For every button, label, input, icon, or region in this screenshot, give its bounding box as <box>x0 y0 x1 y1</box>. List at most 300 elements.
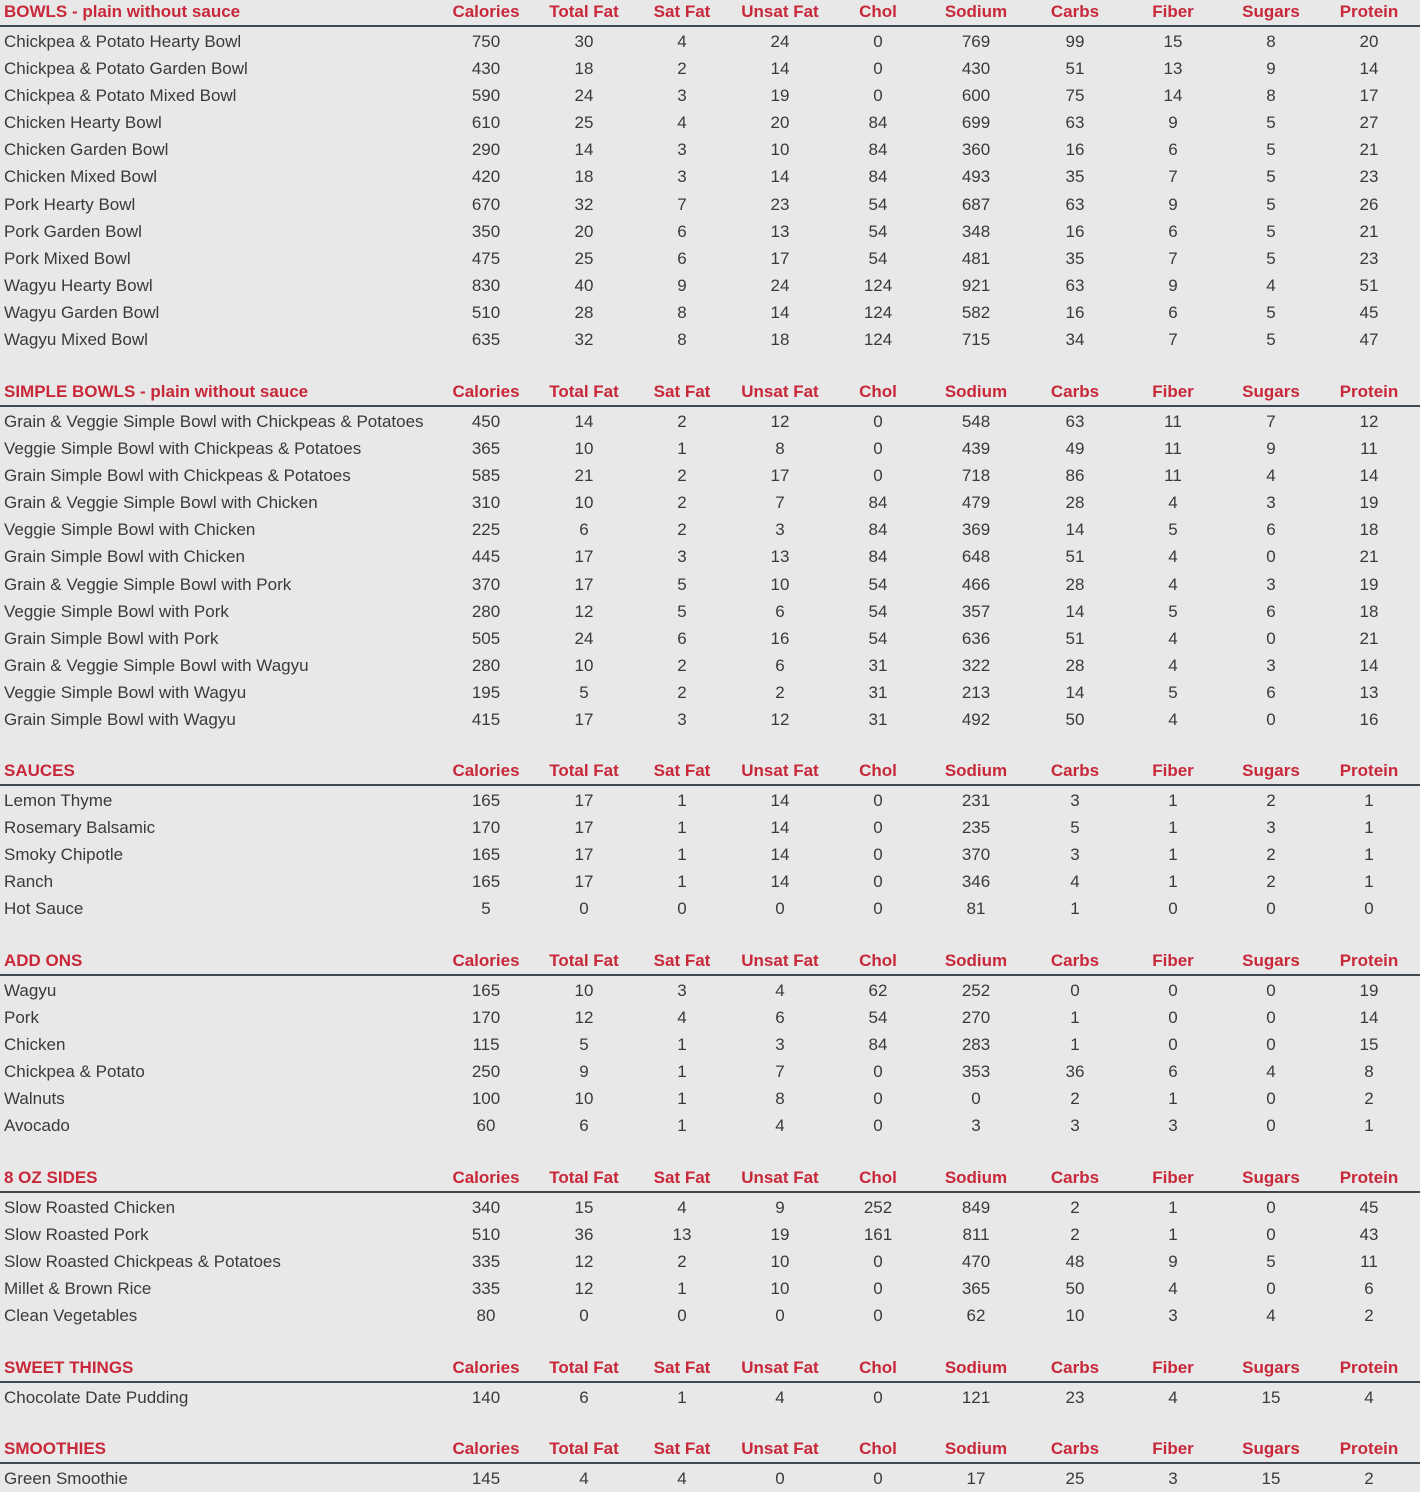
value-cell: 3 <box>775 1035 785 1055</box>
value-cell: 14 <box>770 167 790 187</box>
header-divider <box>0 1462 1420 1464</box>
value-cell: 5 <box>677 574 687 594</box>
value-cell: 14 <box>1359 466 1379 486</box>
column-header: Calories <box>452 382 520 401</box>
value-cell: 10 <box>770 1279 790 1299</box>
value-cell: 32 <box>574 194 594 214</box>
item-name: Avocado <box>4 1116 70 1136</box>
section-1 <box>0 380 1420 730</box>
value-cell: 15 <box>1261 1469 1281 1488</box>
table-row <box>0 516 1420 543</box>
table-row <box>0 1275 1420 1302</box>
value-cell: 0 <box>1266 710 1276 730</box>
section-6 <box>0 1437 1420 1488</box>
column-header: Total Fat <box>549 382 619 401</box>
value-cell: 0 <box>1364 899 1374 919</box>
section-title: SMOOTHIES <box>4 1439 107 1458</box>
value-cell: 0 <box>775 1306 785 1326</box>
value-cell: 0 <box>873 791 883 810</box>
value-cell: 225 <box>471 520 501 540</box>
column-header: Protein <box>1339 2 1399 21</box>
value-cell: 4 <box>775 981 785 1000</box>
column-header: Unsat Fat <box>741 1358 819 1377</box>
column-header: Calories <box>452 1168 520 1187</box>
value-cell: 4 <box>677 113 687 133</box>
section-2 <box>0 759 1420 919</box>
column-header: Unsat Fat <box>741 2 819 21</box>
value-cell: 9 <box>1266 59 1276 79</box>
section-header <box>0 1166 1420 1190</box>
value-cell: 6 <box>677 628 687 648</box>
value-cell: 3 <box>1070 845 1080 865</box>
value-cell: 3 <box>1168 1116 1178 1136</box>
value-cell: 12 <box>770 710 790 730</box>
value-cell: 2 <box>1266 872 1276 892</box>
value-cell: 14 <box>1359 655 1379 675</box>
table-row <box>0 55 1420 82</box>
value-cell: 849 <box>961 1198 991 1217</box>
value-cell: 11 <box>1164 466 1182 486</box>
column-header: Calories <box>452 1439 520 1458</box>
column-header: Carbs <box>1050 1358 1100 1377</box>
value-cell: 21 <box>1359 140 1379 160</box>
value-cell: 3 <box>677 167 687 187</box>
value-cell: 14 <box>1359 1008 1379 1028</box>
value-cell: 3 <box>677 140 687 160</box>
column-header: Sat Fat <box>653 2 711 21</box>
value-cell: 80 <box>476 1306 496 1326</box>
table-row <box>0 1302 1420 1329</box>
value-cell: 430 <box>471 59 501 79</box>
item-name: Chicken Garden Bowl <box>4 140 169 160</box>
value-cell: 0 <box>1266 1279 1276 1299</box>
value-cell: 5 <box>481 899 491 919</box>
item-name: Grain Simple Bowl with Pork <box>4 628 219 648</box>
item-name: Chocolate Date Pudding <box>4 1388 189 1407</box>
section-header <box>0 0 1420 24</box>
column-header: Sodium <box>944 2 1008 21</box>
value-cell: 75 <box>1065 86 1085 106</box>
value-cell: 7 <box>775 1062 785 1082</box>
value-cell: 9 <box>775 1198 785 1217</box>
value-cell: 0 <box>873 899 883 919</box>
column-header: Total Fat <box>549 951 619 970</box>
value-cell: 0 <box>873 872 883 892</box>
value-cell: 1 <box>1364 845 1374 865</box>
header-divider <box>0 405 1420 407</box>
table-row <box>0 1384 1420 1411</box>
value-cell: 11 <box>1164 412 1182 431</box>
value-cell: 1 <box>677 818 687 838</box>
value-cell: 84 <box>868 167 888 187</box>
value-cell: 3 <box>1168 1306 1178 1326</box>
section-rows <box>0 787 1420 922</box>
table-row <box>0 895 1420 922</box>
table-row <box>0 977 1420 1004</box>
table-row <box>0 218 1420 245</box>
column-header: Total Fat <box>549 761 619 780</box>
value-cell: 124 <box>863 275 893 295</box>
value-cell: 6 <box>1168 1062 1178 1082</box>
value-cell: 40 <box>574 275 594 295</box>
table-row <box>0 1465 1420 1492</box>
table-row <box>0 1085 1420 1112</box>
value-cell: 470 <box>961 1252 991 1272</box>
column-header: Unsat Fat <box>741 382 819 401</box>
value-cell: 10 <box>574 439 594 459</box>
column-header: Fiber <box>1152 1358 1194 1377</box>
table-row <box>0 82 1420 109</box>
value-cell: 0 <box>1168 1035 1178 1055</box>
value-cell: 353 <box>961 1062 991 1082</box>
value-cell: 369 <box>961 520 991 540</box>
value-cell: 18 <box>1359 520 1379 540</box>
value-cell: 16 <box>770 628 790 648</box>
value-cell: 1 <box>677 1279 687 1299</box>
value-cell: 11 <box>1360 1252 1378 1272</box>
column-header: Total Fat <box>549 1168 619 1187</box>
column-header: Unsat Fat <box>741 1439 819 1458</box>
value-cell: 8 <box>1266 86 1276 106</box>
value-cell: 63 <box>1065 412 1085 431</box>
value-cell: 5 <box>1266 248 1276 268</box>
value-cell: 13 <box>1359 682 1379 702</box>
value-cell: 2 <box>677 412 687 431</box>
value-cell: 27 <box>1359 113 1379 133</box>
value-cell: 2 <box>1070 1225 1080 1245</box>
item-name: Grain Simple Bowl with Wagyu <box>4 710 236 730</box>
item-name: Ranch <box>4 872 54 892</box>
value-cell: 20 <box>574 221 594 241</box>
value-cell: 0 <box>873 1469 883 1488</box>
value-cell: 346 <box>961 872 991 892</box>
value-cell: 1 <box>1070 899 1080 919</box>
value-cell: 18 <box>574 167 594 187</box>
value-cell: 420 <box>471 167 501 187</box>
item-name: Pork Hearty Bowl <box>4 194 136 214</box>
value-cell: 0 <box>873 1279 883 1299</box>
column-header: Chol <box>859 951 897 970</box>
value-cell: 3 <box>1070 791 1080 810</box>
column-header: Protein <box>1339 951 1399 970</box>
value-cell: 10 <box>770 140 790 160</box>
column-header: Chol <box>859 1358 897 1377</box>
column-header: Carbs <box>1050 761 1100 780</box>
column-header: Total Fat <box>549 1358 619 1377</box>
value-cell: 921 <box>961 275 991 295</box>
value-cell: 16 <box>1065 140 1085 160</box>
value-cell: 0 <box>873 466 883 486</box>
value-cell: 54 <box>868 601 888 621</box>
item-name: Veggie Simple Bowl with Pork <box>4 601 229 621</box>
value-cell: 8 <box>677 302 687 322</box>
value-cell: 1 <box>1070 1008 1080 1028</box>
value-cell: 14 <box>1065 601 1085 621</box>
value-cell: 4 <box>1168 1279 1178 1299</box>
value-cell: 16 <box>1065 221 1085 241</box>
value-cell: 2 <box>1070 1089 1080 1109</box>
value-cell: 600 <box>961 86 991 106</box>
value-cell: 370 <box>961 845 991 865</box>
column-header: Chol <box>859 761 897 780</box>
column-header: Protein <box>1339 1439 1399 1458</box>
value-cell: 1 <box>677 1062 687 1082</box>
value-cell: 28 <box>1065 655 1085 675</box>
value-cell: 54 <box>868 221 888 241</box>
value-cell: 17 <box>574 547 594 567</box>
value-cell: 10 <box>574 981 594 1000</box>
value-cell: 2 <box>775 682 785 702</box>
table-row <box>0 868 1420 895</box>
value-cell: 48 <box>1065 1252 1085 1272</box>
value-cell: 493 <box>961 167 991 187</box>
section-rows <box>0 408 1420 733</box>
value-cell: 365 <box>471 439 501 459</box>
value-cell: 5 <box>1266 330 1276 350</box>
value-cell: 430 <box>961 59 991 79</box>
item-name: Wagyu Hearty Bowl <box>4 275 153 295</box>
value-cell: 4 <box>775 1388 785 1407</box>
value-cell: 5 <box>579 1035 589 1055</box>
value-cell: 290 <box>471 140 501 160</box>
value-cell: 4 <box>1364 1388 1374 1407</box>
value-cell: 36 <box>1065 1062 1085 1082</box>
value-cell: 17 <box>1359 86 1379 106</box>
value-cell: 5 <box>1168 682 1178 702</box>
value-cell: 14 <box>1163 86 1183 106</box>
value-cell: 23 <box>1359 248 1379 268</box>
item-name: Chickpea & Potato <box>4 1062 145 1082</box>
value-cell: 6 <box>1266 682 1276 702</box>
value-cell: 450 <box>471 412 501 431</box>
value-cell: 17 <box>770 466 790 486</box>
value-cell: 4 <box>1266 1306 1276 1326</box>
value-cell: 47 <box>1359 330 1379 350</box>
value-cell: 2 <box>1266 791 1276 810</box>
table-row <box>0 163 1420 190</box>
value-cell: 51 <box>1065 59 1085 79</box>
item-name: Grain Simple Bowl with Chickpeas & Potatoes <box>4 466 351 486</box>
value-cell: 340 <box>471 1198 501 1217</box>
column-header: Sugars <box>1242 1168 1300 1187</box>
value-cell: 32 <box>574 330 594 350</box>
item-name: Smoky Chipotle <box>4 845 124 865</box>
column-header: Sodium <box>944 761 1008 780</box>
value-cell: 17 <box>574 818 594 838</box>
value-cell: 12 <box>574 1279 594 1299</box>
value-cell: 170 <box>471 818 501 838</box>
value-cell: 5 <box>1266 113 1276 133</box>
item-name: Green Smoothie <box>4 1469 128 1488</box>
value-cell: 687 <box>961 194 991 214</box>
value-cell: 54 <box>868 248 888 268</box>
value-cell: 0 <box>1266 899 1276 919</box>
value-cell: 60 <box>476 1116 496 1136</box>
value-cell: 548 <box>961 412 991 431</box>
value-cell: 23 <box>1065 1388 1085 1407</box>
column-header: Sodium <box>944 1439 1008 1458</box>
item-name: Grain & Veggie Simple Bowl with Wagyu <box>4 655 309 675</box>
value-cell: 2 <box>677 655 687 675</box>
section-title: 8 OZ SIDES <box>4 1168 98 1187</box>
value-cell: 0 <box>677 899 687 919</box>
item-name: Chicken Hearty Bowl <box>4 113 162 133</box>
value-cell: 3 <box>1266 818 1276 838</box>
section-header <box>0 949 1420 973</box>
value-cell: 8 <box>775 1089 785 1109</box>
value-cell: 7 <box>1266 412 1276 431</box>
table-row <box>0 326 1420 353</box>
value-cell: 475 <box>471 248 501 268</box>
value-cell: 3 <box>1168 1469 1178 1488</box>
section-0 <box>0 0 1420 350</box>
value-cell: 0 <box>873 59 883 79</box>
value-cell: 0 <box>873 86 883 106</box>
value-cell: 28 <box>1065 574 1085 594</box>
value-cell: 6 <box>1266 520 1276 540</box>
value-cell: 2 <box>677 59 687 79</box>
value-cell: 0 <box>873 818 883 838</box>
column-header: Sugars <box>1242 761 1300 780</box>
value-cell: 12 <box>574 601 594 621</box>
header-divider <box>0 974 1420 976</box>
value-cell: 31 <box>868 655 888 675</box>
value-cell: 23 <box>770 194 790 214</box>
value-cell: 670 <box>471 194 501 214</box>
value-cell: 14 <box>574 140 594 160</box>
value-cell: 4 <box>1266 466 1276 486</box>
value-cell: 2 <box>677 1252 687 1272</box>
column-header: Sodium <box>944 382 1008 401</box>
value-cell: 165 <box>471 845 501 865</box>
value-cell: 270 <box>961 1008 991 1028</box>
value-cell: 54 <box>868 628 888 648</box>
value-cell: 2 <box>1266 845 1276 865</box>
value-cell: 121 <box>961 1388 991 1407</box>
value-cell: 14 <box>770 59 790 79</box>
value-cell: 6 <box>579 1116 589 1136</box>
value-cell: 492 <box>961 710 991 730</box>
value-cell: 15 <box>1359 1035 1379 1055</box>
value-cell: 699 <box>961 113 991 133</box>
value-cell: 1 <box>1364 791 1374 810</box>
value-cell: 7 <box>1168 248 1178 268</box>
value-cell: 360 <box>961 140 991 160</box>
value-cell: 21 <box>1359 628 1379 648</box>
table-row <box>0 571 1420 598</box>
value-cell: 10 <box>770 1252 790 1272</box>
value-cell: 84 <box>868 520 888 540</box>
value-cell: 2 <box>677 493 687 513</box>
value-cell: 0 <box>1168 1008 1178 1028</box>
column-header: Fiber <box>1152 761 1194 780</box>
value-cell: 165 <box>471 791 501 810</box>
value-cell: 8 <box>1364 1062 1374 1082</box>
value-cell: 84 <box>868 493 888 513</box>
value-cell: 350 <box>471 221 501 241</box>
value-cell: 13 <box>770 547 790 567</box>
value-cell: 21 <box>1359 221 1379 241</box>
value-cell: 10 <box>1065 1306 1085 1326</box>
column-header: Sodium <box>944 1168 1008 1187</box>
value-cell: 45 <box>1359 302 1379 322</box>
value-cell: 2 <box>677 466 687 486</box>
value-cell: 750 <box>471 32 501 51</box>
item-name: Veggie Simple Bowl with Chickpeas & Potatoes <box>4 439 362 459</box>
value-cell: 466 <box>961 574 991 594</box>
item-name: Grain & Veggie Simple Bowl with Chicken <box>4 493 318 513</box>
column-header: Fiber <box>1152 382 1194 401</box>
section-rows <box>0 977 1420 1140</box>
value-cell: 310 <box>471 493 501 513</box>
section-3 <box>0 949 1420 1136</box>
value-cell: 23 <box>1359 167 1379 187</box>
value-cell: 9 <box>1168 275 1178 295</box>
value-cell: 54 <box>868 1008 888 1028</box>
value-cell: 252 <box>863 1198 893 1217</box>
column-header: Sugars <box>1242 1358 1300 1377</box>
value-cell: 1 <box>677 1089 687 1109</box>
value-cell: 15 <box>574 1198 594 1217</box>
value-cell: 62 <box>966 1306 986 1326</box>
section-rows <box>0 1384 1420 1411</box>
value-cell: 4 <box>1168 1388 1178 1407</box>
value-cell: 1 <box>677 1116 687 1136</box>
value-cell: 15 <box>1163 32 1183 51</box>
column-header: Unsat Fat <box>741 1168 819 1187</box>
value-cell: 8 <box>1266 32 1276 51</box>
table-row <box>0 191 1420 218</box>
item-name: Veggie Simple Bowl with Wagyu <box>4 682 247 702</box>
value-cell: 0 <box>579 899 589 919</box>
value-cell: 0 <box>579 1306 589 1326</box>
item-name: Chickpea & Potato Garden Bowl <box>4 59 248 79</box>
value-cell: 115 <box>472 1035 500 1055</box>
value-cell: 100 <box>471 1089 501 1109</box>
value-cell: 510 <box>471 1225 501 1245</box>
item-name: Wagyu Garden Bowl <box>4 302 160 322</box>
column-header: Protein <box>1339 761 1399 780</box>
value-cell: 1 <box>1364 872 1374 892</box>
value-cell: 3 <box>1266 655 1276 675</box>
value-cell: 510 <box>471 302 501 322</box>
value-cell: 0 <box>1266 1008 1276 1028</box>
column-header: Calories <box>452 761 520 780</box>
table-row <box>0 652 1420 679</box>
value-cell: 9 <box>677 275 687 295</box>
column-header: Sodium <box>944 951 1008 970</box>
value-cell: 165 <box>471 872 501 892</box>
value-cell: 4 <box>677 1469 687 1488</box>
table-row <box>0 435 1420 462</box>
value-cell: 18 <box>770 330 790 350</box>
value-cell: 6 <box>775 601 785 621</box>
value-cell: 439 <box>961 439 991 459</box>
table-row <box>0 787 1420 814</box>
value-cell: 0 <box>1266 981 1276 1000</box>
value-cell: 2 <box>1364 1306 1374 1326</box>
column-header: Calories <box>452 2 520 21</box>
value-cell: 30 <box>574 32 594 51</box>
value-cell: 0 <box>873 1388 883 1407</box>
value-cell: 0 <box>873 32 883 51</box>
value-cell: 0 <box>1266 547 1276 567</box>
value-cell: 1 <box>1168 1198 1178 1217</box>
section-title: SIMPLE BOWLS - plain without sauce <box>4 382 309 401</box>
value-cell: 1 <box>1168 818 1178 838</box>
table-row <box>0 1248 1420 1275</box>
value-cell: 0 <box>1266 1089 1276 1109</box>
